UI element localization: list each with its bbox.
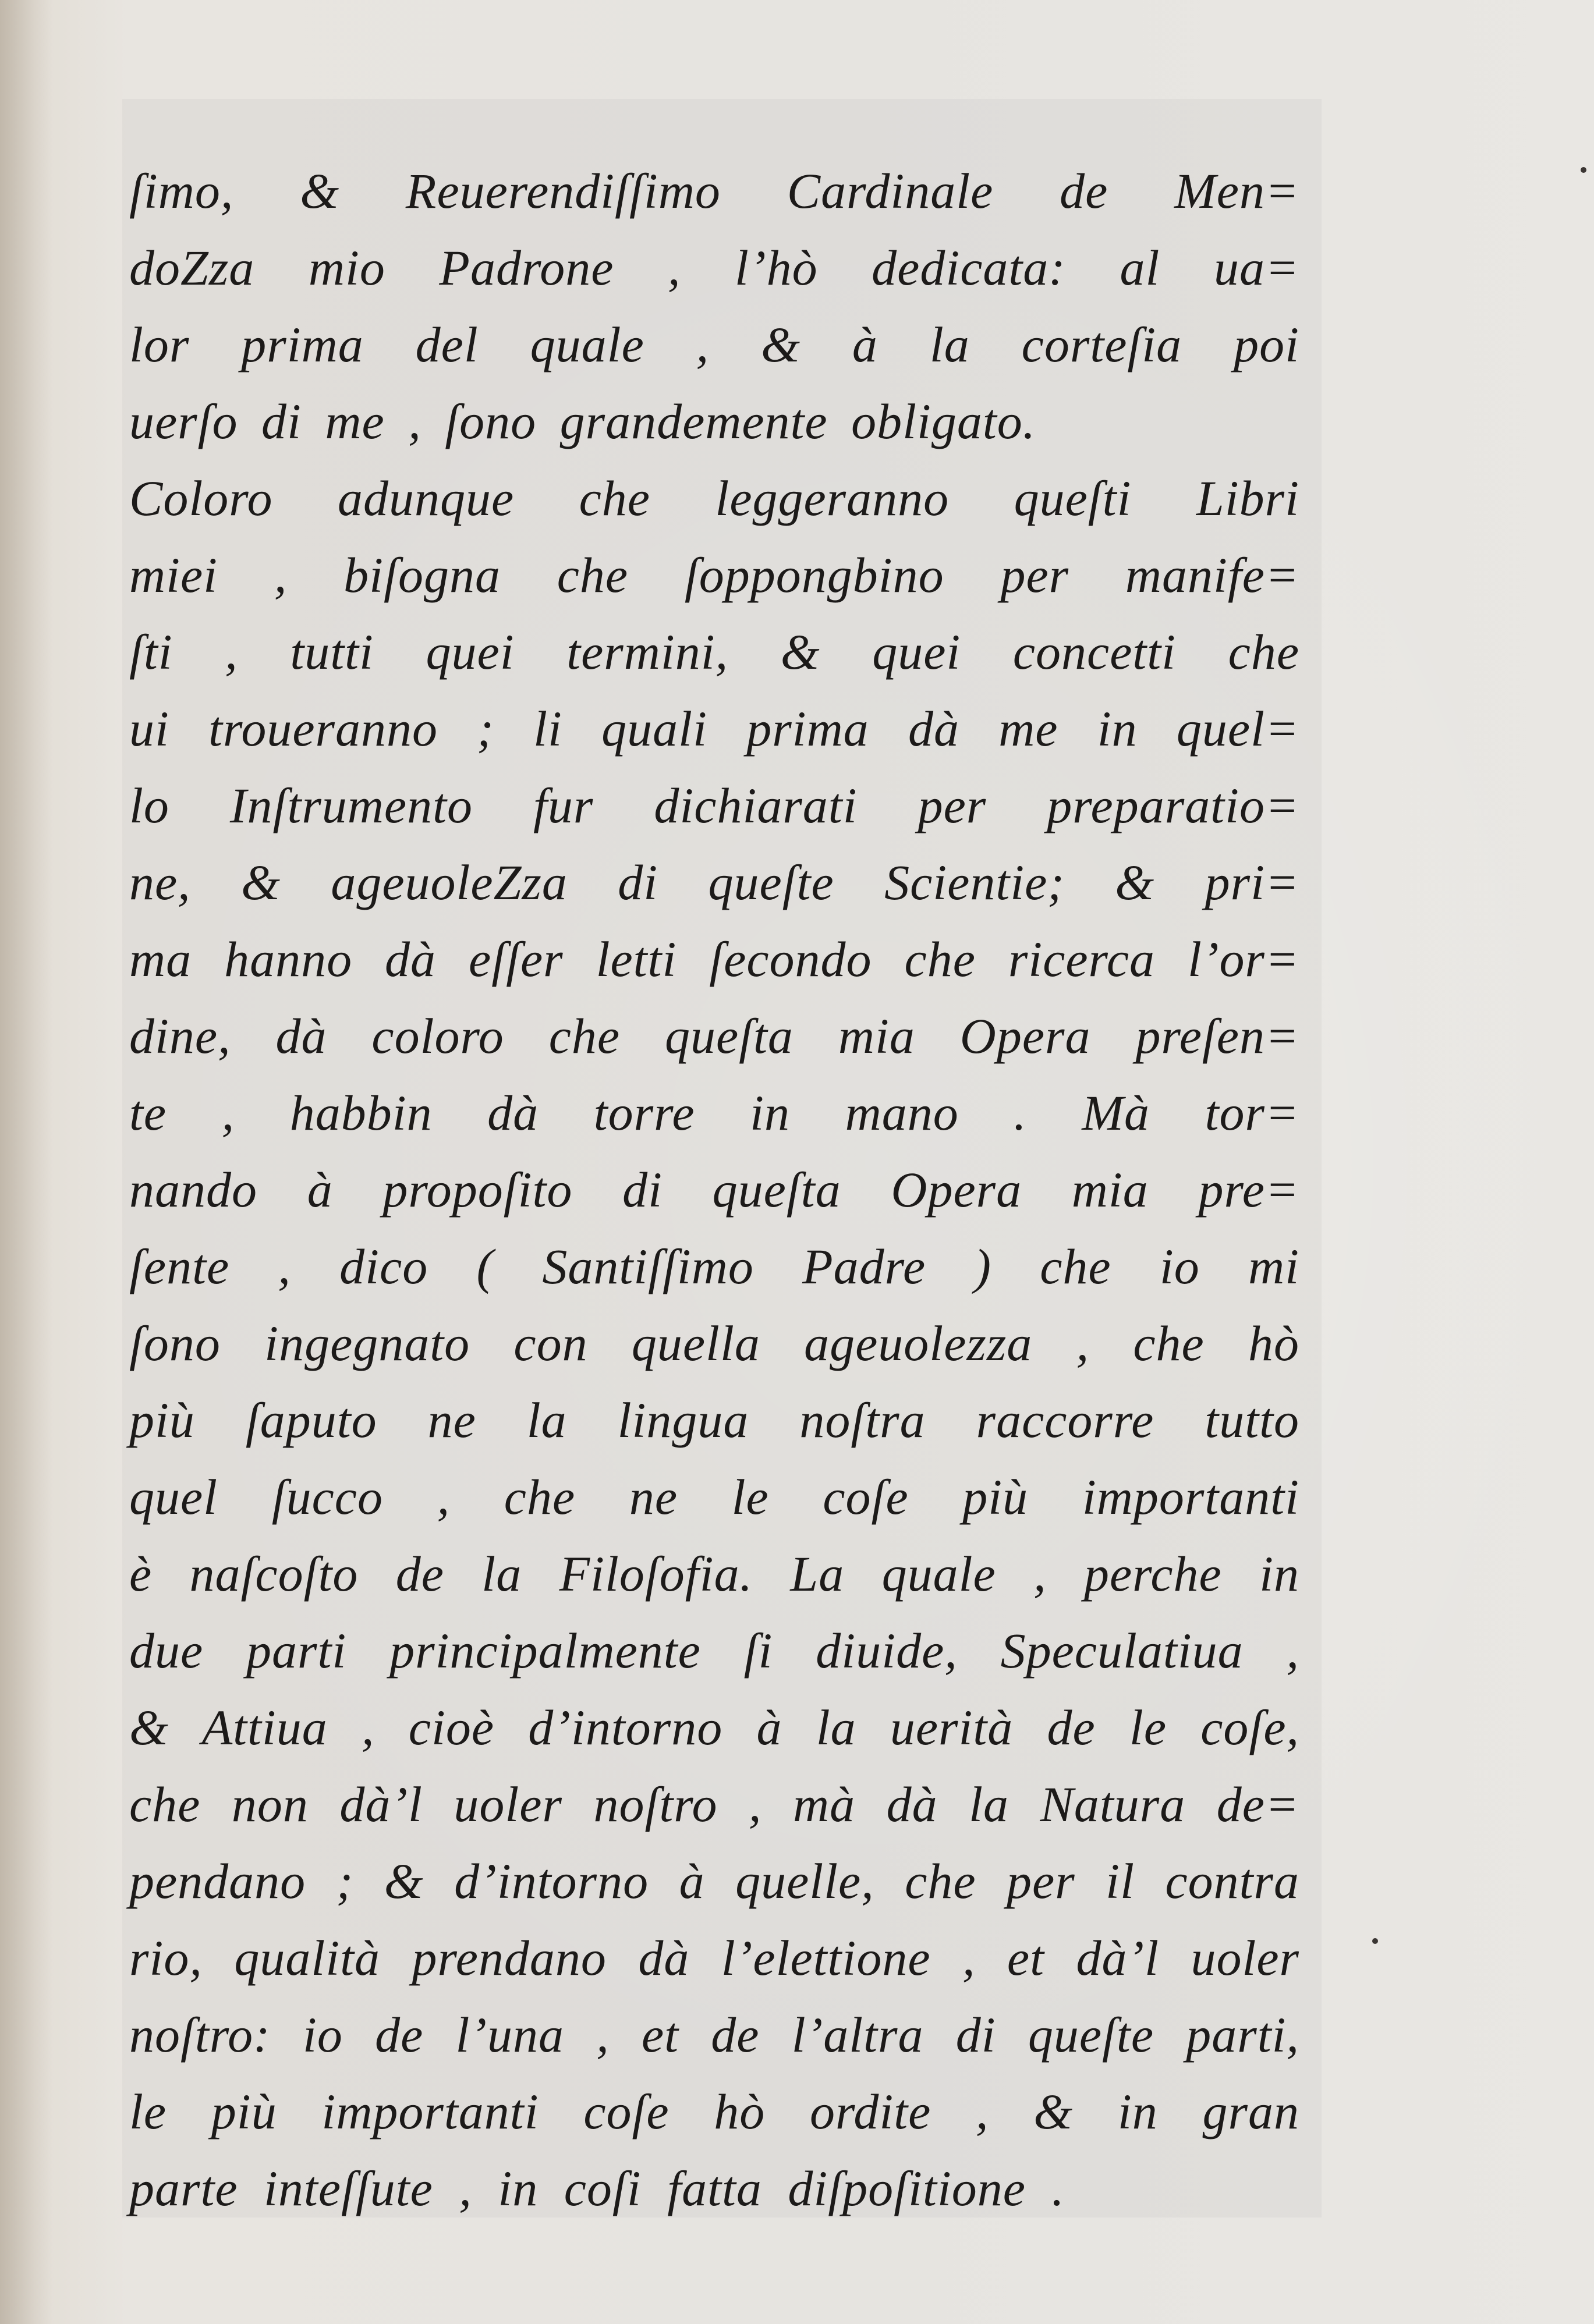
- text-line: Coloro adunque che leggeranno queſti Libri: [129, 470, 1299, 526]
- text-line: uerſo di me , ſono grandemente obligato.: [129, 393, 1036, 449]
- text-line: ne, & ageuoleZza di queſte Scientie; & pri=: [129, 854, 1299, 910]
- text-line: ſti , tutti quei termini, & quei concetti che: [129, 624, 1299, 680]
- text-line: noſtro: io de l’una , et de l’altra di queſte parti,: [129, 2007, 1299, 2063]
- text-line: lo Inſtrumento fur dichiarati per preparatio=: [129, 778, 1299, 833]
- text-line: che non dà’l uoler noſtro , mà dà la Natura de=: [129, 1776, 1299, 1832]
- paper-speck: [1581, 167, 1586, 173]
- text-line: ma hanno dà eſſer letti ſecondo che ricerca l’or=: [129, 931, 1299, 987]
- paper-speck: [1372, 1938, 1378, 1944]
- text-line: dine, dà coloro che queſta mia Opera preſen=: [129, 1008, 1299, 1064]
- text-line: ui troueranno ; li quali prima dà me in quel=: [129, 701, 1299, 757]
- text-line: è naſcoſto de la Filoſofia. La quale , perche in: [129, 1546, 1299, 1602]
- text-block: [129, 152, 1299, 2227]
- text-line: ſente , dico ( Santiſſimo Padre ) che io mi: [129, 1239, 1299, 1294]
- text-line: miei , biſogna che ſoppongbino per manife=: [129, 547, 1299, 603]
- text-line: & Attiua , cioè d’intorno à la uerità de le coſe,: [129, 1699, 1299, 1755]
- text-line: pendano ; & d’intorno à quelle, che per il contra: [129, 1853, 1299, 1909]
- text-line: ſimo, & Reuerendiſſimo Cardinale de Men=: [129, 163, 1299, 219]
- text-line: più ſaputo ne la lingua noſtra raccorre tutto: [129, 1392, 1299, 1448]
- text-line: te , habbin dà torre in mano . Mà tor=: [129, 1085, 1299, 1141]
- spine-shadow: [0, 0, 52, 2324]
- text-line: parte inteſſute , in coſi fatta diſpoſitione .: [129, 2160, 1065, 2216]
- text-line: doZza mio Padrone , l’hò dedicata: al ua=: [129, 240, 1299, 296]
- text-line: ſono ingegnato con quella ageuolezza , che hò: [129, 1315, 1299, 1371]
- text-line: due parti principalmente ſi diuide, Speculatiua ,: [129, 1623, 1299, 1679]
- text-line: rio, qualità prendano dà l’elettione , et dà’l uoler: [129, 1930, 1299, 1986]
- text-line: nando à propoſito di queſta Opera mia pre=: [129, 1162, 1299, 1218]
- text-line: lor prima del quale , & à la corteſia poi: [129, 317, 1299, 372]
- text-line: quel ſucco , che ne le coſe più importanti: [129, 1469, 1299, 1525]
- text-line: le più importanti coſe hò ordite , & in gran: [129, 2084, 1299, 2140]
